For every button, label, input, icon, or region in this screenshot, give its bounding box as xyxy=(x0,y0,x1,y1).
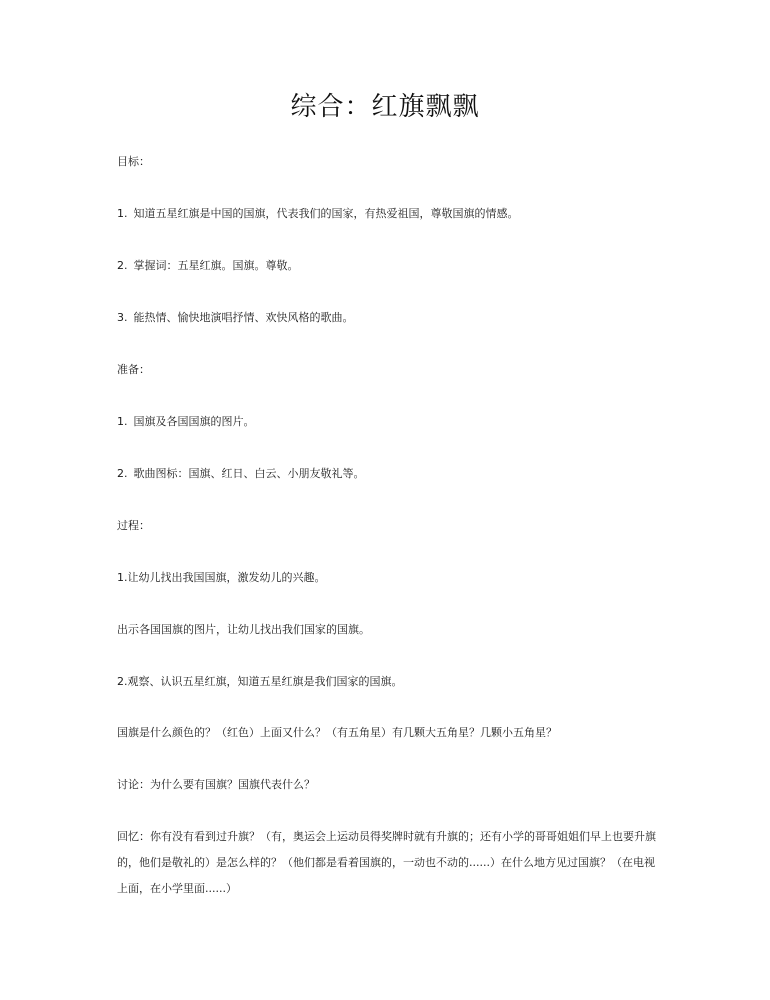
flag-color-question: 国旗是什么颜色的？（红色）上面又什么？（有五角星）有几颗大五角星？几颗小五角星？ xyxy=(117,726,557,739)
goal-text: 知道五星红旗是中国的国旗，代表我们的国家，有热爱祖国，尊敬国旗的情感。 xyxy=(133,207,519,220)
prep-number: 2. xyxy=(117,467,128,480)
step-text: 让幼儿找出我国国旗，激发幼儿的兴趣。 xyxy=(127,571,326,584)
goals-heading: 目标： xyxy=(117,155,150,168)
discussion-paragraph: 讨论：为什么要有国旗？国旗代表什么？ xyxy=(117,778,315,791)
goal-number: 2. xyxy=(117,259,128,272)
document-title: 综合：红旗飘飘 xyxy=(290,92,480,122)
goal-text: 掌握词：五星红旗。国旗。尊敬。 xyxy=(133,259,299,272)
recall-paragraph: 回忆：你有没有看到过升旗？（有，奥运会上运动员得奖牌时就有升旗的；还有小学的哥哥姐姐们早上也要升旗的，他们是敬礼的）是怎么样的？（他们都是看着国旗的，一动也不动的......）在什么地方见过国旗？（在电视上面，在小学里面......） xyxy=(117,830,656,895)
process-step-2 xyxy=(117,675,662,689)
prep-text: 歌曲图标：国旗、红日、白云、小朋友敬礼等。 xyxy=(133,467,365,480)
goal-item-3 xyxy=(117,311,662,325)
prep-heading: 准备： xyxy=(117,363,150,376)
goal-number: 3. xyxy=(117,311,128,324)
step-number: 1. xyxy=(117,571,128,584)
process-heading: 过程： xyxy=(117,519,150,532)
prep-item-1 xyxy=(117,415,662,429)
step-text: 观察、认识五星红旗，知道五星红旗是我们国家的国旗。 xyxy=(127,675,403,688)
goal-item-1 xyxy=(117,207,662,221)
prep-number: 1. xyxy=(117,415,128,428)
step-number: 2. xyxy=(117,675,128,688)
process-step-1-detail: 出示各国国旗的图片，让幼儿找出我们国家的国旗。 xyxy=(117,623,370,636)
goal-item-2 xyxy=(117,259,662,273)
prep-item-2 xyxy=(117,467,662,481)
goal-text: 能热情、愉快地演唱抒情、欢快风格的歌曲。 xyxy=(133,311,354,324)
goal-number: 1. xyxy=(117,207,128,220)
prep-text: 国旗及各国国旗的图片。 xyxy=(133,415,255,428)
process-step-1 xyxy=(117,571,662,585)
